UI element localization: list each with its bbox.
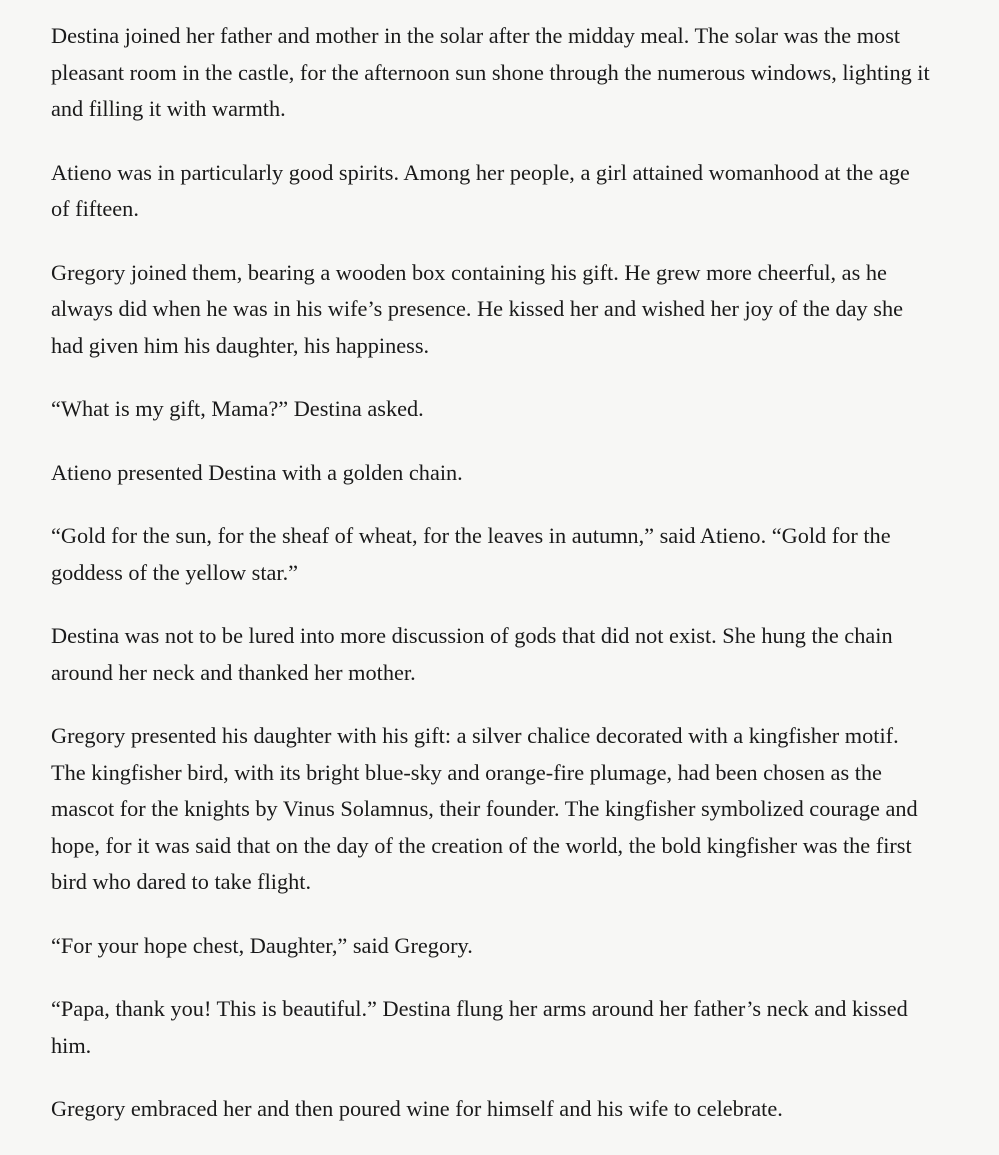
paragraph-11: Gregory embraced her and then poured wine for himself and his wife to celebrate. <box>51 1096 783 1121</box>
paragraph-8: Gregory presented his daughter with his gift: a silver chalice decorated with a kingfisher motif. The kingfisher bird, with its bright blue-sky and orange-fire plumage, had been chosen as the mascot for the knights by Vinus Solamnus, their founder. The kingfisher symbolized courage and hope, for it was said that on the day of the creation of the world, the bold kingfisher was the first bird who dared to take flight. <box>51 723 918 894</box>
paragraph-9: “For your hope chest, Daughter,” said Gregory. <box>51 932 473 958</box>
paragraph-4: “What is my gift, Mama?” Destina asked. <box>51 396 424 421</box>
paragraph-1: Destina joined her father and mother in the solar after the midday meal. The solar was the most pleasant room in the castle, for the afternoon sun shone through the numerous windows, lighting it and filling it with warmth. <box>51 23 930 121</box>
paragraph-6: “Gold for the sun, for the sheaf of wheat, for the leaves in autumn,” said Atieno. “Gold for the goddess of the yellow star.” <box>51 523 891 585</box>
reading-pane <box>51 18 931 1155</box>
paragraph-10: “Papa, thank you! This is beautiful.” Destina flung her arms around her father’s neck and kissed him. <box>51 996 908 1058</box>
paragraph-3: Gregory joined them, bearing a wooden box containing his gift. He grew more cheerful, as he always did when he was in his wife’s presence. He kissed her and wished her joy of the day she had given him his daughter, his happiness. <box>51 259 904 358</box>
paragraph-5: Atieno presented Destina with a golden chain. <box>51 459 463 485</box>
paragraph-2: Atieno was in particularly good spirits. Among her people, a girl attained womanhood at the age of fifteen. <box>51 159 910 221</box>
paragraph-7: Destina was not to be lured into more discussion of gods that did not exist. She hung the chain around her neck and thanked her mother. <box>51 623 893 685</box>
